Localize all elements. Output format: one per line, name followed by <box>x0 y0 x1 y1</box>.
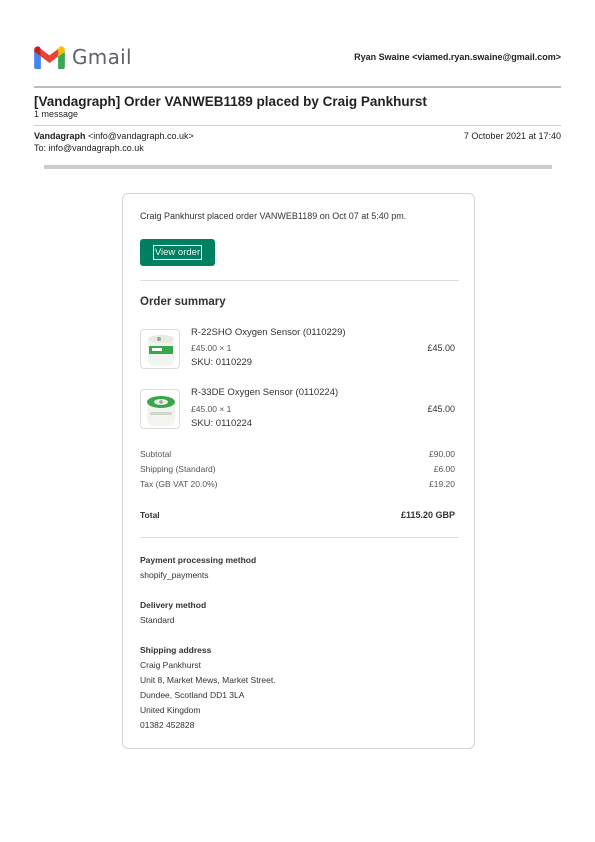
gmail-wordmark: Gmail <box>72 45 132 69</box>
sender-email: <info@vandagraph.co.uk> <box>88 131 194 141</box>
tax-label: Tax (GB VAT 20.0%) <box>140 479 218 489</box>
item-name: R-33DE Oxygen Sensor (0110224) <box>191 387 339 398</box>
oxygen-sensor-icon <box>141 330 180 369</box>
oxygen-sensor-icon <box>141 390 180 429</box>
payment-value: shopify_payments <box>140 570 209 580</box>
gmail-logo[interactable] <box>34 45 132 69</box>
sent-date: 7 October 2021 at 17:40 <box>463 131 561 141</box>
subtotal-label: Subtotal <box>140 449 172 459</box>
total-value: £115.20 GBP <box>400 510 455 520</box>
sender[interactable] <box>34 131 194 141</box>
card-divider <box>140 537 459 538</box>
shipping-value: £6.00 <box>433 464 455 474</box>
thread-subject: [Vandagraph] Order VANWEB1189 placed by Craig Pankhurst <box>34 94 427 109</box>
gmail-m-icon <box>34 46 65 69</box>
address-line: Craig Pankhurst <box>140 660 201 670</box>
payment-heading: Payment processing method <box>140 555 257 565</box>
message-count: 1 message <box>34 109 79 119</box>
subject-divider <box>34 125 561 126</box>
sender-name: Vandagraph <box>34 131 86 141</box>
address-line: Unit 8, Market Mews, Market Street. <box>140 675 276 685</box>
item-quantity: £45.00 × 1 <box>191 404 232 414</box>
total-label: Total <box>140 510 160 520</box>
address-line: 01382 452828 <box>140 720 195 730</box>
shipping-address-heading: Shipping address <box>140 645 212 655</box>
account-email: Ryan Swaine <viamed.ryan.swaine@gmail.com> <box>354 52 561 62</box>
item-sku: SKU: 0110224 <box>191 418 253 429</box>
address-line: United Kingdom <box>140 705 201 715</box>
delivery-heading: Delivery method <box>140 600 207 610</box>
item-quantity: £45.00 × 1 <box>191 343 232 353</box>
address-line: Dundee, Scotland DD1 3LA <box>140 690 245 700</box>
order-intro: Craig Pankhurst placed order VANWEB1189 on Oct 07 at 5:40 pm. <box>140 211 407 221</box>
order-summary-title: Order summary <box>140 296 226 308</box>
product-image <box>140 329 180 369</box>
subtotal-value: £90.00 <box>429 449 455 459</box>
view-order-label: View order <box>154 247 201 258</box>
card-divider <box>140 280 459 281</box>
recipient-line: To: info@vandagraph.co.uk <box>34 143 144 153</box>
item-price: £45.00 <box>427 343 455 353</box>
view-order-button[interactable] <box>140 239 215 266</box>
item-name: R-22SHO Oxygen Sensor (0110229) <box>191 327 346 338</box>
item-sku: SKU: 0110229 <box>191 357 253 368</box>
delivery-value: Standard <box>140 615 175 625</box>
product-image <box>140 389 180 429</box>
header-divider <box>34 86 561 88</box>
shipping-label: Shipping (Standard) <box>140 464 216 474</box>
item-price: £45.00 <box>427 404 455 414</box>
message-separator-bar <box>44 165 552 169</box>
tax-value: £19.20 <box>429 479 455 489</box>
